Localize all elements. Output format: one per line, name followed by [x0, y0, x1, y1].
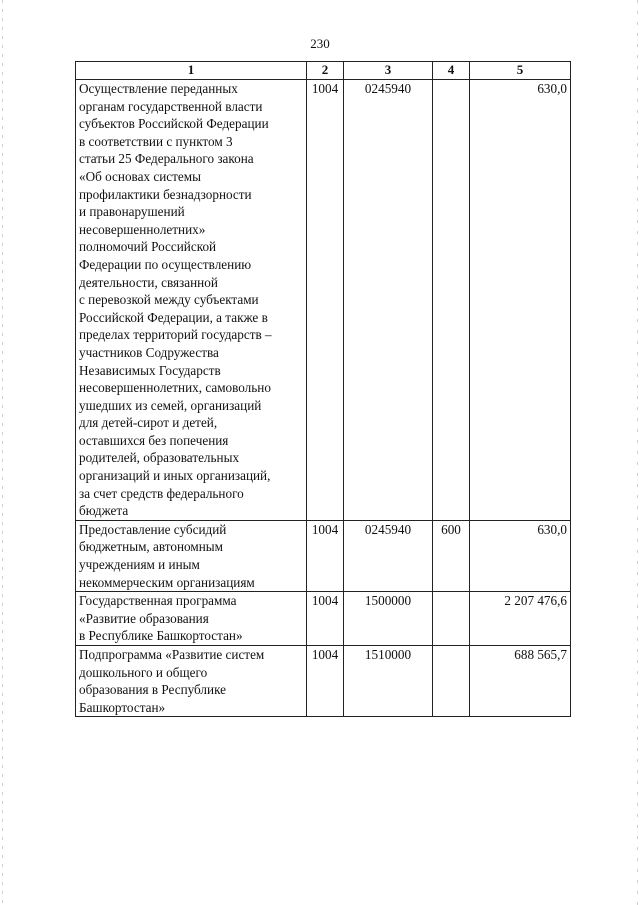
table-row: [76, 80, 571, 521]
row-description: Осуществление переданных органам государственной власти субъектов Российской Федерации в соответствии с пунктом 3 статьи 25 Федерального закона «Об основах системы профилактики безнадзорности и правонарушений несовершеннолетних» полномочий Российской Федерации по осуществлению деятельности, связанной с перевозкой между субъектами Российской Федерации, а также в пределах территорий государств – участников Содружества Независимых Государств несовершеннолетних, самовольно ушедших из семей, организаций для детей-сирот и детей, оставшихся без попечения родителей, образовательных организаций и иных организаций, за счет средств федерального бюджета: [76, 80, 307, 521]
page-number: 230: [310, 36, 330, 51]
row-section-code: 1004: [307, 646, 344, 717]
table-row: [76, 646, 571, 717]
row-expense-type: [433, 592, 470, 646]
row-amount: 630,0: [470, 80, 571, 521]
row-section-code: 1004: [307, 520, 344, 591]
column-header: 1: [76, 62, 307, 80]
row-amount: 2 207 476,6: [470, 592, 571, 646]
scan-edge-left: [2, 0, 3, 905]
row-target-code: 0245940: [344, 520, 433, 591]
row-expense-type: 600: [433, 520, 470, 591]
row-description: Предоставление субсидий бюджетным, автономным учреждениям и иным некоммерческим организациям: [76, 520, 307, 591]
row-target-code: 0245940: [344, 80, 433, 521]
row-expense-type: [433, 646, 470, 717]
row-expense-type: [433, 80, 470, 521]
column-header: 3: [344, 62, 433, 80]
row-target-code: 1510000: [344, 646, 433, 717]
row-description: Государственная программа «Развитие образования в Республике Башкортостан»: [76, 592, 307, 646]
row-section-code: 1004: [307, 592, 344, 646]
row-target-code: 1500000: [344, 592, 433, 646]
scan-edge-right: [637, 0, 638, 905]
column-header: 5: [470, 62, 571, 80]
table-header-row: [76, 62, 571, 80]
row-description: Подпрограмма «Развитие систем дошкольного и общего образования в Республике Башкортостан»: [76, 646, 307, 717]
row-amount: 630,0: [470, 520, 571, 591]
column-header: 2: [307, 62, 344, 80]
table-row: [76, 592, 571, 646]
column-header: 4: [433, 62, 470, 80]
budget-table: [75, 61, 571, 717]
row-section-code: 1004: [307, 80, 344, 521]
row-amount: 688 565,7: [470, 646, 571, 717]
table-row: [76, 520, 571, 591]
